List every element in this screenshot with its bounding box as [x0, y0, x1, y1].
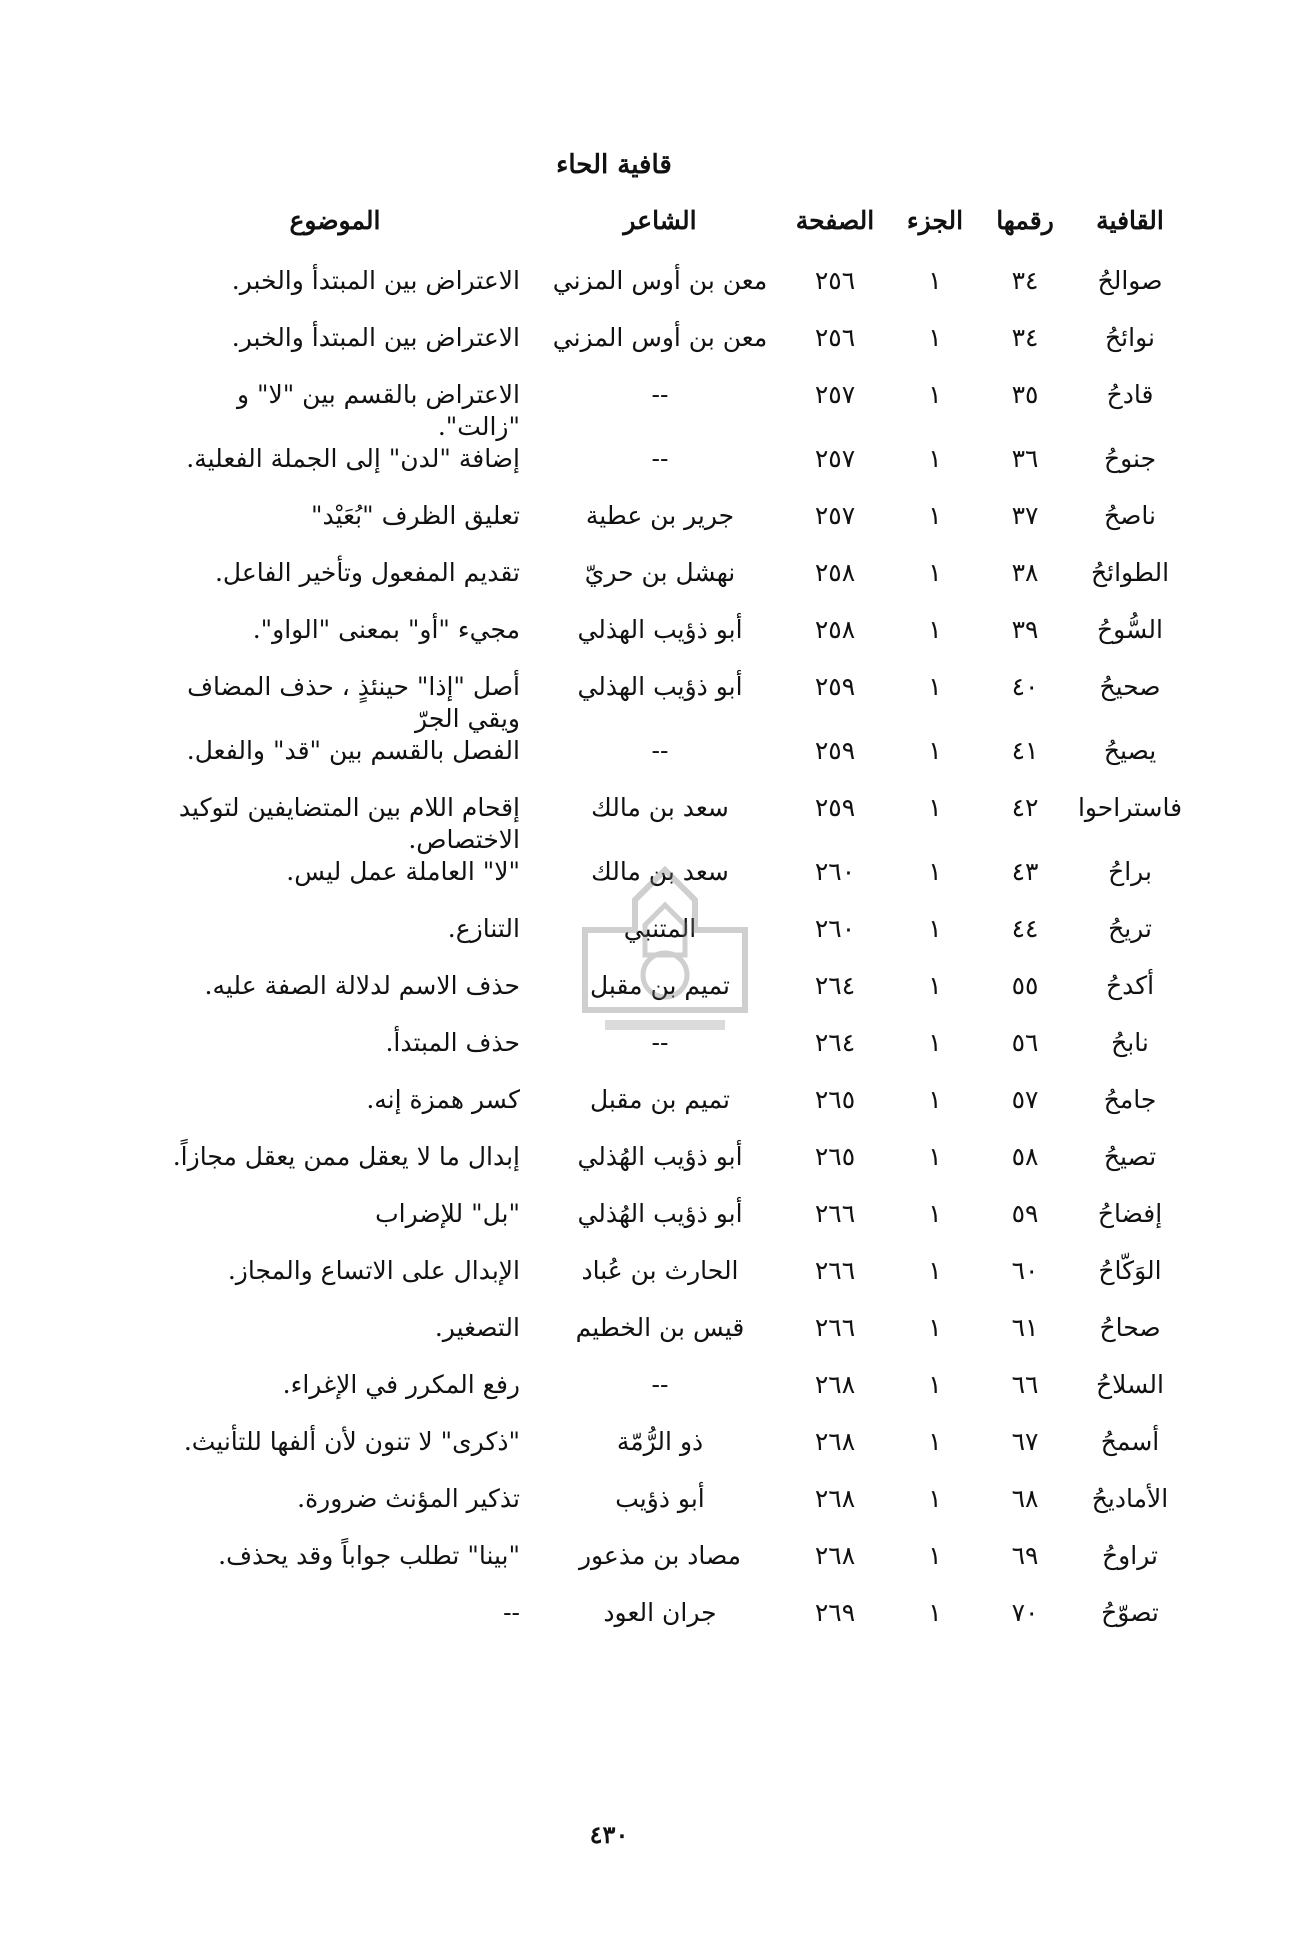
cell-part: ١: [928, 558, 942, 587]
cell-part: ١: [928, 1370, 942, 1399]
cell-poet: أبو ذؤيب الهُذلي: [577, 1199, 743, 1228]
cell-number: ٥٧: [1011, 1085, 1039, 1114]
cell-page: ٢٥٦: [814, 266, 856, 295]
cell-rhyme: تصوّحُ: [1101, 1598, 1159, 1627]
cell-rhyme: إفضاحُ: [1097, 1199, 1163, 1228]
cell-rhyme: أسمحُ: [1100, 1427, 1160, 1456]
cell-rhyme: السُّوحُ: [1097, 615, 1163, 644]
cell-rhyme: نوائحُ: [1105, 323, 1155, 352]
table-row: [140, 1597, 1190, 1654]
cell-page: ٢٦٠: [814, 914, 856, 943]
cell-poet: قيس بن الخطيم: [575, 1313, 745, 1342]
cell-poet: أبو ذؤيب الهذلي: [577, 615, 743, 644]
cell-page: ٢٦٨: [814, 1370, 856, 1399]
cell-topic: "ذكرى" لا تنون لأن ألفها للتأنيث.: [183, 1427, 520, 1456]
cell-part: ١: [928, 444, 942, 473]
cell-topic: تعليق الظرف "بُعَيْد": [310, 501, 520, 530]
cell-rhyme: قادحُ: [1106, 380, 1154, 409]
page-title: قافية الحاء: [556, 150, 672, 180]
cell-rhyme: نابحُ: [1111, 1028, 1149, 1057]
cell-number: ٣٥: [1011, 380, 1039, 409]
cell-part: ١: [928, 1142, 942, 1171]
table-row: [140, 379, 1190, 443]
table-header: [140, 205, 1190, 265]
cell-poet: --: [651, 1028, 669, 1057]
cell-part: ١: [928, 1427, 942, 1456]
cell-part: ١: [928, 1199, 942, 1228]
header-poet: الشاعر: [623, 206, 697, 235]
cell-number: ٧٠: [1011, 1598, 1039, 1627]
cell-topic: الإبدال على الاتساع والمجاز.: [227, 1256, 520, 1285]
cell-topic: إقحام اللام بين المتضايفين لتوكيد الاختصاص.: [178, 793, 520, 854]
cell-poet: جران العود: [603, 1598, 717, 1627]
cell-part: ١: [928, 1028, 942, 1057]
cell-rhyme: تريحُ: [1108, 914, 1152, 943]
cell-topic: كسر همزة إنه.: [366, 1085, 520, 1114]
table-row: [140, 557, 1190, 614]
cell-topic: تقديم المفعول وتأخير الفاعل.: [214, 558, 520, 587]
cell-topic: حذف المبتدأ.: [385, 1028, 520, 1057]
cell-part: ١: [928, 1313, 942, 1342]
cell-number: ٥٩: [1011, 1199, 1039, 1228]
cell-number: ٣٤: [1011, 266, 1039, 295]
cell-poet: تميم بن مقبل: [590, 971, 730, 1000]
cell-rhyme: فاستراحوا: [1077, 793, 1183, 822]
cell-topic: "بينا" تطلب جواباً وقد يحذف.: [218, 1541, 520, 1570]
cell-part: ١: [928, 1085, 942, 1114]
cell-number: ٦١: [1011, 1313, 1039, 1342]
cell-poet: المتنبي: [623, 914, 697, 943]
header-number: رقمها: [996, 206, 1054, 235]
cell-topic: أصل "إذا" حينئذٍ ، حذف المضاف ويقي الجرّ: [187, 672, 520, 733]
cell-part: ١: [928, 1256, 942, 1285]
cell-topic: رفع المكرر في الإغراء.: [282, 1370, 520, 1399]
cell-page: ٢٦٨: [814, 1427, 856, 1456]
cell-number: ٤١: [1011, 736, 1039, 765]
cell-part: ١: [928, 793, 942, 822]
cell-rhyme: صوالحُ: [1097, 266, 1163, 295]
cell-page: ٢٦٤: [814, 971, 856, 1000]
table-row: [140, 614, 1190, 671]
cell-part: ١: [928, 1541, 942, 1570]
cell-poet: --: [651, 736, 669, 765]
cell-rhyme: تراوحُ: [1102, 1541, 1158, 1570]
cell-poet: مصاد بن مذعور: [578, 1541, 742, 1570]
cell-poet: أبو ذؤيب الهذلي: [577, 672, 743, 701]
table-row: [140, 1483, 1190, 1540]
cell-number: ٥٨: [1011, 1142, 1039, 1171]
cell-rhyme: صحيحُ: [1099, 672, 1161, 701]
cell-poet: --: [651, 380, 669, 409]
cell-topic: حذف الاسم لدلالة الصفة عليه.: [204, 971, 520, 1000]
cell-number: ٤٠: [1011, 672, 1039, 701]
cell-topic: --: [503, 1598, 520, 1627]
cell-poet: --: [651, 444, 669, 473]
cell-number: ٣٤: [1011, 323, 1039, 352]
cell-page: ٢٥٩: [814, 672, 856, 701]
header-topic: الموضوع: [289, 206, 381, 235]
cell-poet: جرير بن عطية: [585, 501, 735, 530]
cell-part: ١: [928, 323, 942, 352]
cell-rhyme: يصيحُ: [1103, 736, 1157, 765]
cell-poet: سعد بن مالك: [591, 857, 729, 886]
cell-poet: سعد بن مالك: [591, 793, 729, 822]
cell-part: ١: [928, 615, 942, 644]
cell-topic: تذكير المؤنث ضرورة.: [297, 1484, 520, 1513]
table-row: [140, 1084, 1190, 1141]
table-row: [140, 735, 1190, 792]
cell-number: ٣٨: [1011, 558, 1039, 587]
table-row: [140, 1255, 1190, 1312]
table-row: [140, 792, 1190, 856]
cell-number: ٥٦: [1011, 1028, 1039, 1057]
table-row: [140, 322, 1190, 379]
cell-topic: "بل" للإضراب: [375, 1199, 520, 1228]
table-row: [140, 1141, 1190, 1198]
cell-topic: الاعتراض بالقسم بين "لا" و "زالت".: [236, 380, 520, 441]
cell-rhyme: ناصحُ: [1104, 501, 1156, 530]
table-row: [140, 671, 1190, 735]
cell-part: ١: [928, 380, 942, 409]
cell-rhyme: الوَكّاحُ: [1098, 1256, 1162, 1285]
cell-page: ٢٦٨: [814, 1484, 856, 1513]
cell-topic: إبدال ما لا يعقل ممن يعقل مجازاً.: [172, 1142, 520, 1171]
cell-page: ٢٦٥: [814, 1142, 856, 1171]
cell-number: ٣٦: [1011, 444, 1039, 473]
cell-page: ٢٥٦: [814, 323, 856, 352]
table-row: [140, 1540, 1190, 1597]
table-row: [140, 500, 1190, 557]
table-row: [140, 443, 1190, 500]
table-row: [140, 1426, 1190, 1483]
cell-poet: نهشل بن حريّ: [584, 558, 736, 587]
cell-part: ١: [928, 1598, 942, 1627]
cell-number: ٣٧: [1011, 501, 1039, 530]
cell-topic: التنازع.: [447, 914, 520, 943]
cell-rhyme: الأماديحُ: [1091, 1484, 1169, 1513]
cell-rhyme: براحُ: [1108, 857, 1152, 886]
cell-page: ٢٥٨: [814, 615, 856, 644]
cell-rhyme: جنوحُ: [1103, 444, 1157, 473]
cell-number: ٦٩: [1011, 1541, 1039, 1570]
cell-topic: "لا" العاملة عمل ليس.: [286, 857, 520, 886]
cell-poet: معن بن أوس المزني: [552, 323, 768, 352]
cell-page: ٢٦٥: [814, 1085, 856, 1114]
cell-topic: الاعتراض بين المبتدأ والخبر.: [231, 266, 520, 295]
cell-rhyme: جامحُ: [1103, 1085, 1157, 1114]
cell-poet: تميم بن مقبل: [590, 1085, 730, 1114]
cell-number: ٤٢: [1011, 793, 1039, 822]
header-page: الصفحة: [795, 206, 875, 235]
cell-page: ٢٥٧: [814, 444, 856, 473]
cell-page: ٢٦٤: [814, 1028, 856, 1057]
cell-number: ٦٦: [1011, 1370, 1039, 1399]
watermark-seal-icon: [545, 860, 785, 1060]
cell-rhyme: أكدحُ: [1105, 971, 1155, 1000]
table-row: [140, 1369, 1190, 1426]
cell-poet: أبو ذؤيب: [615, 1484, 705, 1513]
cell-part: ١: [928, 914, 942, 943]
cell-rhyme: تصيحُ: [1103, 1142, 1157, 1171]
cell-page: ٢٥٧: [814, 380, 856, 409]
cell-number: ٤٣: [1011, 857, 1039, 886]
cell-part: ١: [928, 971, 942, 1000]
cell-page: ٢٦٠: [814, 857, 856, 886]
header-part: الجزء: [906, 206, 964, 235]
cell-rhyme: السلاحُ: [1096, 1370, 1164, 1399]
cell-part: ١: [928, 501, 942, 530]
cell-poet: --: [651, 1370, 669, 1399]
cell-rhyme: الطوائحُ: [1090, 558, 1170, 587]
cell-topic: الاعتراض بين المبتدأ والخبر.: [231, 323, 520, 352]
table-row: [140, 1312, 1190, 1369]
cell-part: ١: [928, 857, 942, 886]
cell-poet: أبو ذؤيب الهُذلي: [577, 1142, 743, 1171]
cell-topic: إضافة "لدن" إلى الجملة الفعلية.: [186, 444, 520, 473]
cell-number: ٦٧: [1011, 1427, 1039, 1456]
table-row: [140, 265, 1190, 322]
cell-number: ٦٨: [1011, 1484, 1039, 1513]
cell-page: ٢٦٦: [814, 1313, 856, 1342]
cell-poet: الحارث بن عُباد: [581, 1256, 739, 1285]
cell-page: ٢٦٦: [814, 1256, 856, 1285]
cell-part: ١: [928, 672, 942, 701]
header-rhyme: القافية: [1096, 206, 1164, 235]
cell-page: ٢٥٩: [814, 793, 856, 822]
cell-topic: الفصل بالقسم بين "قد" والفعل.: [186, 736, 520, 765]
table-row: [140, 1198, 1190, 1255]
cell-part: ١: [928, 1484, 942, 1513]
page-number: ٤٣٠: [589, 1820, 629, 1849]
cell-part: ١: [928, 266, 942, 295]
cell-topic: مجيء "أو" بمعنى "الواو".: [252, 615, 520, 644]
cell-page: ٢٥٩: [814, 736, 856, 765]
cell-poet: معن بن أوس المزني: [552, 266, 768, 295]
cell-page: ٢٥٧: [814, 501, 856, 530]
cell-number: ٥٥: [1011, 971, 1039, 1000]
cell-topic: التصغير.: [434, 1313, 520, 1342]
cell-number: ٣٩: [1011, 615, 1039, 644]
cell-number: ٦٠: [1011, 1256, 1039, 1285]
cell-number: ٤٤: [1011, 914, 1039, 943]
cell-page: ٢٥٨: [814, 558, 856, 587]
cell-part: ١: [928, 736, 942, 765]
cell-page: ٢٦٦: [814, 1199, 856, 1228]
cell-page: ٢٦٩: [814, 1598, 856, 1627]
cell-rhyme: صحاحُ: [1099, 1313, 1161, 1342]
cell-poet: ذو الرُّمّة: [616, 1427, 704, 1456]
cell-page: ٢٦٨: [814, 1541, 856, 1570]
